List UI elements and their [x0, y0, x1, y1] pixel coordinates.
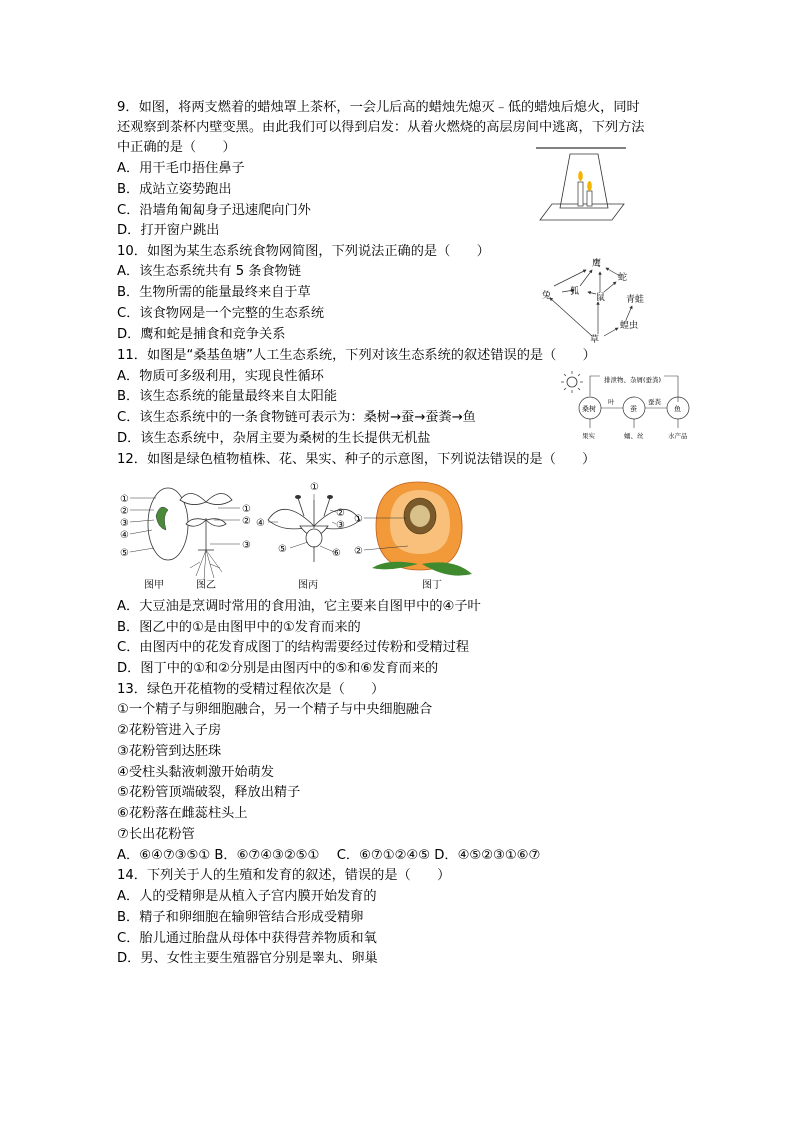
node-mulberry: 桑树: [582, 405, 596, 413]
q12-option-a: A．大豆油是烹调时常用的食用油，它主要来自图甲中的④子叶: [117, 599, 481, 614]
caption-bing: 图丙: [298, 580, 318, 591]
q13-step-3: ③花粉管到达胚珠: [117, 744, 222, 759]
q10-option-a: A．该生态系统共有 5 条食物链: [117, 264, 302, 279]
q9-stem-line-2: 还观察到茶杯内壁变黑。由此我们可以得到启发：从着火燃烧的高层房间中逃离，下列方法: [117, 120, 645, 135]
node-fish: 鱼: [674, 405, 681, 413]
food-web-snake: 蛇: [618, 273, 628, 283]
q13-step-6: ⑥花粉落在雌蕊柱头上: [117, 806, 248, 821]
q13-stem: 13．绿色开花植物的受精过程依次是（ ）: [117, 682, 385, 697]
q13-step-7: ⑦长出花粉管: [117, 827, 195, 842]
jia-mark-2: ②: [120, 506, 129, 517]
q13-step-4: ④受柱头黏液刺激开始萌发: [117, 765, 274, 780]
q13-step-2: ②花粉管进入子房: [117, 723, 222, 738]
bing-mark-3: ③: [336, 520, 345, 531]
food-web-insect: 蝗虫: [620, 321, 639, 331]
bing-mark-2: ②: [336, 508, 345, 519]
jia-mark-1: ①: [120, 494, 129, 505]
ding-mark-1: ①: [354, 514, 363, 525]
food-web-hawk: 鹰: [592, 259, 602, 269]
q11-stem: 11．如图是“桑基鱼塘”人工生态系统，下列对该生态系统的叙述错误的是（ ）: [117, 348, 596, 363]
q9-option-d: D．打开窗户跳出: [117, 223, 220, 238]
ding-mark-2: ②: [354, 546, 363, 557]
sun-icon: [561, 371, 583, 393]
food-web-mouse: 鼠: [596, 293, 606, 303]
food-web-frog: 青蛙: [626, 295, 645, 305]
yi-mark-1: ①: [242, 504, 251, 515]
food-web-fox: 狐: [570, 287, 580, 297]
jia-mark-4: ④: [120, 530, 129, 541]
edge-leaf: 叶: [608, 398, 615, 406]
bing-mark-6: ⑥: [332, 548, 341, 559]
yi-mark-3: ③: [242, 540, 251, 551]
jia-mark-3: ③: [120, 518, 129, 529]
q14-stem: 14．下列关于人的生殖和发育的叙述，错误的是（ ）: [117, 868, 451, 883]
q14-option-a: A．人的受精卵是从植入子宫内膜开始发育的: [117, 889, 377, 904]
food-web-grass: 草: [590, 335, 600, 344]
q11-option-d: D．该生态系统中，杂屑主要为桑树的生长提供无机盐: [117, 431, 431, 446]
q12-option-c: C．由图丙中的花发育成图丁的结构需要经过传粉和受精过程: [117, 640, 470, 655]
q14-option-d: D．男、女性主要生殖器官分别是睾丸、卵巢: [117, 951, 378, 966]
yi-mark-2: ②: [242, 516, 251, 527]
q10-option-d: D．鹰和蛇是捕食和竞争关系: [117, 327, 286, 342]
q11-option-a: A．物质可多级利用，实现良性循环: [117, 369, 324, 384]
bing-mark-4: ④: [256, 518, 265, 529]
mulberry-fishpond-figure: [560, 370, 700, 446]
q13-step-1: ①一个精子与卵细胞融合，另一个精子与中央细胞融合: [117, 702, 433, 717]
bing-mark-1: ①: [310, 482, 319, 493]
q9-option-a: A．用干毛巾捂住鼻子: [117, 161, 245, 176]
q10-stem: 10．如图为某生态系统食物网简图，下列说法正确的是（ ）: [117, 244, 490, 259]
caption-ding: 图丁: [422, 580, 442, 591]
q13-options: A．⑥④⑦③⑤① B．⑥⑦④③②⑤① C．⑥⑦①②④⑤ D．④⑤②③①⑥⑦: [117, 848, 541, 863]
q9-stem-line-1: 9．如图，将两支燃着的蜡烛罩上茶杯，一会儿后高的蜡烛先熄灭﹣低的蜡烛后熄火，同时: [117, 100, 640, 115]
q13-step-5: ⑤花粉管顶端破裂，释放出精子: [117, 785, 301, 800]
jia-mark-5: ⑤: [120, 548, 129, 559]
edge-feces: 蚕粪: [648, 398, 661, 406]
q12-option-d: D．图丁中的①和②分别是由图丙中的⑤和⑥发育而来的: [117, 661, 439, 676]
q14-option-b: B．精子和卵细胞在输卵管结合形成受精卵: [117, 910, 364, 925]
caption-jia: 图甲: [144, 580, 164, 591]
candle-cup-figure: [534, 146, 628, 224]
output-cocoon: 蛹、丝: [624, 432, 644, 440]
output-fruit: 果实: [582, 432, 595, 440]
bing-mark-5: ⑤: [278, 544, 287, 555]
q9-option-b: B．成站立姿势跑出: [117, 182, 232, 197]
q12-option-b: B．图乙中的①是由图甲中的①发育而来的: [117, 620, 361, 635]
food-web-figure: [540, 254, 670, 344]
q14-option-c: C．胎儿通过胎盘从母体中获得营养物质和氧: [117, 931, 377, 946]
plant-structure-figure: [118, 476, 478, 594]
node-silkworm: 蚕: [630, 405, 637, 413]
q10-option-b: B．生物所需的能量最终来自于草: [117, 285, 311, 300]
q11-option-c: C．该生态系统中的一条食物链可表示为：桑树→蚕→蚕粪→鱼: [117, 410, 476, 425]
q9-stem-line-3: 中正确的是（ ）: [117, 140, 236, 155]
q9-option-c: C．沿墙角匍匐身子迅速爬向门外: [117, 203, 311, 218]
top-label: 排泄物、杂屑(蚕粪): [604, 376, 662, 384]
output-aquatic: 水产品: [668, 432, 688, 440]
caption-yi: 图乙: [196, 580, 216, 591]
q10-option-c: C．该食物网是一个完整的生态系统: [117, 306, 325, 321]
food-web-rabbit: 兔: [542, 291, 552, 301]
q12-stem: 12．如图是绿色植物植株、花、果实、种子的示意图，下列说法错误的是（ ）: [117, 452, 596, 467]
q11-option-b: B．该生态系统的能量最终来自太阳能: [117, 389, 338, 404]
